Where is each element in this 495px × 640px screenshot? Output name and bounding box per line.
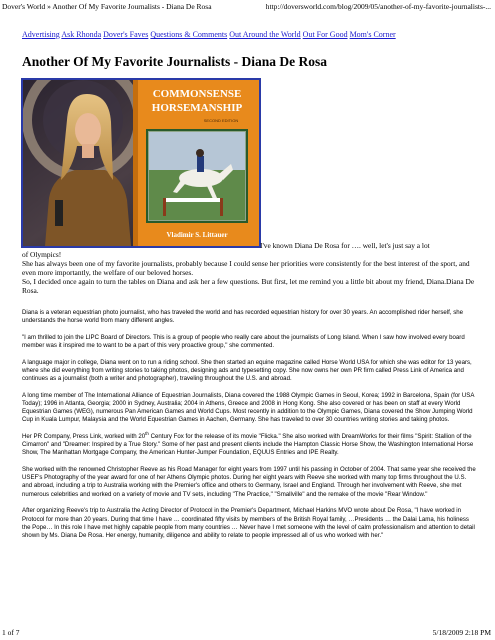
book-author: Vladimir S. Littauer — [166, 231, 228, 239]
page-number: 1 of 7 — [2, 628, 20, 637]
intro-paragraph-2: She has always been one of my favorite journalists, probably because I could sense her priorities were consistently for the best interest of the sport, and even more importantly, the welfare of our beloved horses. — [22, 259, 470, 278]
post-photo — [21, 78, 261, 248]
nav-link-out-around-the-world[interactable]: Out Around the World — [229, 30, 301, 39]
book-edition: SECOND EDITION — [203, 118, 239, 123]
print-header — [2, 1, 491, 13]
nav-link-dovers-faves[interactable]: Dover's Faves — [103, 30, 149, 39]
nav-link-moms-corner[interactable]: Mom's Corner — [349, 30, 396, 39]
body-paragraph-3: A language major in college, Diana went on to run a riding school. She then started an equine magazine called Horse World USA for which she was editor for 13 years, where she did everything from writing stories to taking photos, designing ads and typesetting copy. She now owns her own PR firm called Press Link of America and continues as a journalist (both a writer and photographer), traveling throughout the U.S. and abroad. — [22, 358, 472, 383]
print-header-title: Dover's World » Another Of My Favorite Journalists - Diana De Rosa — [2, 2, 212, 11]
p5-before: Her PR Company, Press Link, worked with 20 — [22, 433, 146, 441]
body-paragraph-1: Diana is a veteran equestrian photo journalist, who has traveled the world and has recorded equestrian history for over 30 years. An accomplished rider herself, she understands the horse world from many different angles. — [22, 309, 464, 325]
body-paragraph-7: After organizing Reeve's trip to Australia the Acting Director of Protocol in the Premier's Department, Michael Harkins MVO wrote about De Rosa, "I have worked in Protocol for more than 20 years. During that time I have … coordinated fifty visits by members of the British Royal family, …Presidents … the Dalai Lama, his holiness the Pope… In this role I have met highly capable people from many countries … Never have I met someone with the level of calm professionalism and attention to detail shown by Ms. Diana De Rosa. Her energy, humanity, diligence and ability to relate to people impressed all of us who worked with her." — [22, 507, 475, 539]
post-body — [22, 309, 478, 549]
body-paragraph-2: "I am thrilled to join the LIPC Board of Directors. This is a group of people who really care about the journalists of Long Island. When I saw how involved every board member was it inspired me to want to be a part of this very proactive group," she commented. — [22, 333, 465, 350]
intro-line-1-cont: of Olympics! — [22, 250, 62, 260]
p5-sup: th — [145, 431, 149, 437]
nav-link-ask-rhonda[interactable]: Ask Rhonda — [61, 30, 102, 39]
p5-after: Century Fox for the release of its movie "Flicka." She also worked with DreamWorks for their films "Spirit: Stallion of the Cimarron" and "Dreamer: Inspired by a True Story." Some of her past and present clients include the Hampton Classic Horse Show, the Washington International Horse Show, The Manhattan Mortgage Company, the American Hunter-Jumper Foundation, EQUUS Entries and IPE Realty. — [22, 433, 474, 457]
post-title: Another Of My Favorite Journalists - Diana De Rosa — [22, 54, 327, 69]
body-paragraph-6: She worked with the renowned Christopher Reeve as his Road Manager for eight years from 1997 until his passing in October of 2004. That same year she received the USEF's Photography of the year award for one of her Athens Olympic photos. During her eight years with Reeve she worked with many top firms throughout the U.S. and abroad, including a trip to Australia working with the Premier's office and others to Germany, Israel and England. Through her involvement with Reeve, she met numerous celebrities and worked on a variety of movie and TV sets, including "The Practice," "Smallville" and the remake of the movie "Rear Window." — [22, 466, 476, 498]
intro-paragraph-3: So, I decided once again to turn the tables on Diana and ask her a few questions. But first, let me remind you a little bit about my friend, Diana.Diana De Rosa. — [22, 277, 475, 296]
print-footer — [2, 627, 491, 638]
print-header-url: http://doversworld.com/blog/2009/05/another-of-my-favorite-journalists-... — [265, 2, 491, 11]
top-nav — [22, 30, 487, 40]
book-title-line1: COMMONSENSE — [152, 88, 242, 100]
print-datetime: 5/18/2009 2:18 PM — [432, 628, 491, 637]
post-intro — [22, 241, 478, 296]
nav-link-questions-comments[interactable]: Questions & Comments — [150, 30, 228, 39]
nav-link-advertising[interactable]: Advertising — [22, 30, 60, 39]
book-title-line2: HORSEMANSHIP — [151, 102, 243, 114]
intro-line-1: I've known Diana De Rosa for …. well, let's just say a lot — [260, 241, 430, 250]
body-paragraph-5 — [22, 433, 478, 457]
nav-link-out-for-good[interactable]: Out For Good — [302, 30, 348, 39]
body-paragraph-4: A long time member of The International Alliance of Equestrian Journalists, Diana covered the 1988 Olympic Games in Seoul, Korea; 1992 in Barcelona, Spain (for USA Today); 1996 in Atlanta, Georgia; 2000 in Sydney, Australia; 2004 in Athens, Greece and 2008 in Hong Kong. She also covered or has been on staff at every World Equestrian Games (WEG), numerous Pan American Games and World Cups. Most recently in addition to the Olympic Games, Diana covered the Show Jumping World Cup in Kuala Lumpur, Malaysia and the World Equestrian Games in Aachen, Germany. She has traveled to over 30 countries writing stories and taking photos. — [22, 392, 475, 424]
book-cover — [133, 80, 259, 246]
